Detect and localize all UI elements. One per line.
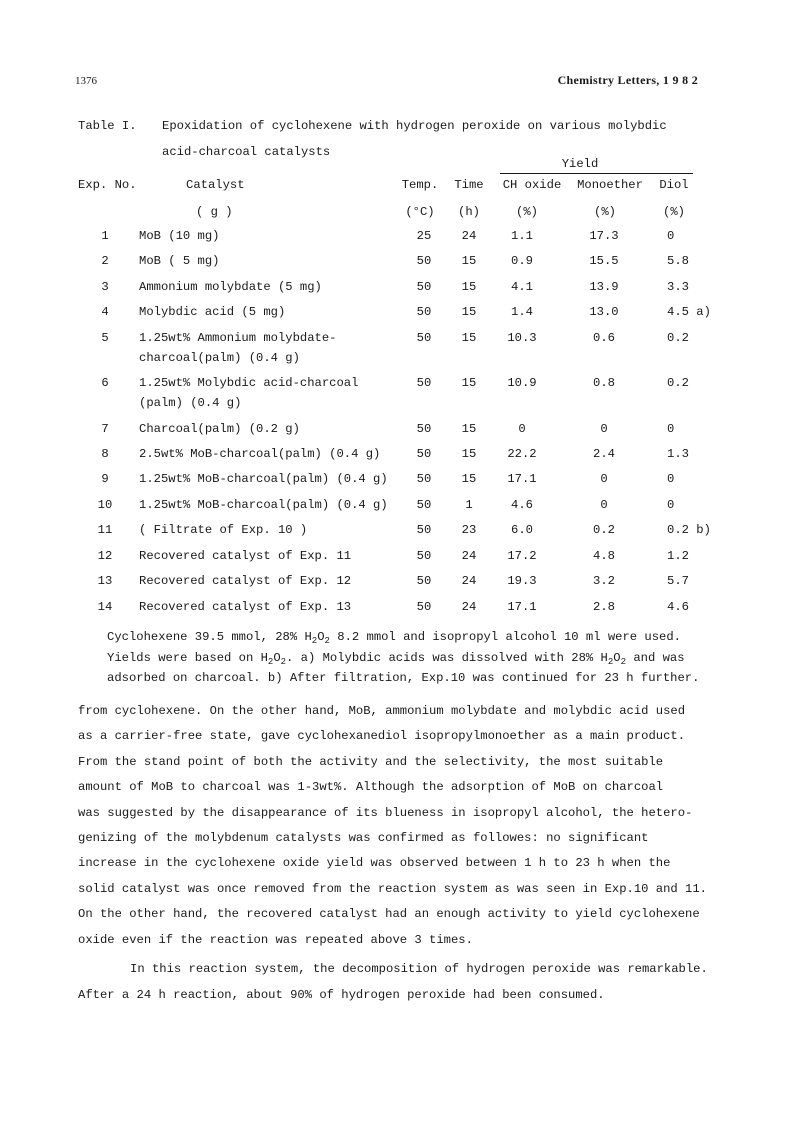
header-monoether: Monoether [577,178,643,192]
footnote-text: O [317,630,325,644]
footnote-text: Yields were based on H [107,651,268,665]
cell-monoether: 17.3 [589,229,619,243]
unit-catalyst: ( g ) [196,205,233,219]
cell-exp-no: 11 [97,523,113,537]
cell-exp-no: 8 [101,447,109,461]
cell-ch-oxide: 10.3 [507,331,537,345]
body-text-line: genizing of the molybdenum catalysts was confirmed as followes: no significant [78,831,649,845]
unit-temp: (°C) [405,205,435,219]
journal-header: Chemistry Letters, 1 9 8 2 [557,73,698,87]
subscript: 2 [280,657,287,667]
cell-temp: 50 [416,574,432,588]
header-ch-oxide: CH oxide [502,178,562,192]
table-caption-line2: acid-charcoal catalysts [162,145,331,159]
table-label: Table I. [78,119,137,133]
cell-monoether: 13.9 [589,280,619,294]
body-text-line: On the other hand, the recovered catalyst had an enough activity to yield cyclohexene [78,907,700,921]
cell-time: 15 [461,472,477,486]
cell-time: 15 [461,376,477,390]
cell-temp: 50 [416,280,432,294]
cell-temp: 50 [416,498,432,512]
cell-exp-no: 12 [97,549,113,563]
cell-catalyst-cont: (palm) (0.4 g) [139,396,242,410]
cell-ch-oxide: 1.4 [511,305,533,319]
subscript: 2 [620,657,626,667]
cell-monoether: 2.8 [593,600,615,614]
cell-ch-oxide: 4.6 [511,498,533,512]
cell-diol: 0 [667,422,675,436]
body-text-line: After a 24 h reaction, about 90% of hydrogen peroxide had been consumed. [78,988,605,1002]
cell-exp-no: 10 [97,498,113,512]
cell-monoether: 3.2 [593,574,615,588]
cell-diol: 4.5 a) [667,305,711,319]
cell-ch-oxide: 0 [518,422,526,436]
cell-diol: 0 [667,498,675,512]
cell-ch-oxide: 17.1 [507,600,537,614]
cell-ch-oxide: 4.1 [511,280,533,294]
body-text-line: From the stand point of both the activity and the selectivity, the most suitable [78,755,664,769]
cell-monoether: 15.5 [589,254,619,268]
cell-temp: 50 [416,422,432,436]
cell-time: 15 [461,254,477,268]
cell-temp: 50 [416,376,432,390]
cell-monoether: 0 [600,472,608,486]
cell-temp: 50 [416,254,432,268]
cell-diol: 0.2 [667,331,689,345]
cell-ch-oxide: 17.2 [507,549,537,563]
cell-monoether: 0.2 [593,523,615,537]
subscript: 2 [267,657,274,667]
cell-monoether: 0.8 [593,376,615,390]
cell-diol: 0.2 b) [667,523,711,537]
unit-monoether: (%) [594,205,616,219]
cell-monoether: 2.4 [593,447,615,461]
cell-temp: 25 [416,229,432,243]
footnote-text: O [613,651,621,665]
cell-diol: 5.8 [667,254,689,268]
cell-temp: 50 [416,523,432,537]
cell-temp: 50 [416,549,432,563]
table-footnote-line3: adsorbed on charcoal. b) After filtration, Exp.10 was continued for 23 h further. [107,671,700,685]
unit-ch-oxide: (%) [516,205,538,219]
cell-time: 1 [465,498,473,512]
cell-monoether: 13.0 [589,305,619,319]
cell-time: 23 [461,523,477,537]
cell-exp-no: 2 [101,254,109,268]
header-catalyst: Catalyst [186,178,245,192]
cell-monoether: 4.8 [593,549,615,563]
table-footnote-line2 [107,651,685,665]
footnote-text: 8.2 mmol and isopropyl alcohol 10 ml were used. [329,630,681,644]
body-text-line: was suggested by the disappearance of its blueness in isopropyl alcohol, the hetero- [78,806,693,820]
body-text-line: solid catalyst was once removed from the reaction system as was seen in Exp.10 and 11. [78,882,707,896]
cell-catalyst: Molybdic acid (5 mg) [139,305,286,319]
cell-catalyst: Charcoal(palm) (0.2 g) [139,422,300,436]
unit-time: (h) [458,205,480,219]
body-text-line: increase in the cyclohexene oxide yield was observed between 1 h to 23 h when the [78,856,671,870]
cell-catalyst: 2.5wt% MoB-charcoal(palm) (0.4 g) [139,447,381,461]
cell-exp-no: 9 [101,472,109,486]
body-text-line: amount of MoB to charcoal was 1-3wt%. Although the adsorption of MoB on charcoal [78,780,664,794]
footnote-text: . a) Molybdic acids was dissolved with 28% H [286,651,608,665]
footnote-text: Cyclohexene 39.5 mmol, 28% H [107,630,312,644]
footnote-text: O [273,651,281,665]
cell-ch-oxide: 0.9 [511,254,533,268]
subscript: 2 [324,636,330,646]
cell-exp-no: 13 [97,574,113,588]
cell-diol: 4.6 [667,600,689,614]
subscript: 2 [607,657,614,667]
cell-ch-oxide: 19.3 [507,574,537,588]
cell-temp: 50 [416,305,432,319]
cell-catalyst: 1.25wt% Ammonium molybdate- [139,331,337,345]
cell-ch-oxide: 10.9 [507,376,537,390]
cell-monoether: 0 [600,422,608,436]
cell-catalyst: Recovered catalyst of Exp. 12 [139,574,352,588]
cell-diol: 3.3 [667,280,689,294]
yield-rule [500,173,693,174]
cell-diol: 1.3 [667,447,689,461]
cell-time: 24 [461,600,477,614]
cell-time: 24 [461,574,477,588]
table-caption-line1: Epoxidation of cyclohexene with hydrogen peroxide on various molybdic [162,119,667,133]
cell-diol: 0 [667,229,675,243]
cell-catalyst-cont: charcoal(palm) (0.4 g) [139,351,300,365]
cell-catalyst: MoB (10 mg) [139,229,220,243]
cell-exp-no: 7 [101,422,109,436]
body-text-line: from cyclohexene. On the other hand, MoB, ammonium molybdate and molybdic acid used [78,704,686,718]
cell-diol: 5.7 [667,574,689,588]
cell-catalyst: Ammonium molybdate (5 mg) [139,280,322,294]
cell-exp-no: 3 [101,280,109,294]
cell-exp-no: 1 [101,229,109,243]
cell-ch-oxide: 1.1 [511,229,533,243]
cell-temp: 50 [416,600,432,614]
cell-time: 15 [461,305,477,319]
cell-time: 15 [461,447,477,461]
cell-catalyst: MoB ( 5 mg) [139,254,220,268]
cell-diol: 1.2 [667,549,689,563]
cell-monoether: 0.6 [593,331,615,345]
body-text-line: oxide even if the reaction was repeated above 3 times. [78,933,473,947]
cell-catalyst: ( Filtrate of Exp. 10 ) [139,523,308,537]
cell-monoether: 0 [600,498,608,512]
footnote-text: and was [626,651,685,665]
cell-ch-oxide: 22.2 [507,447,537,461]
cell-temp: 50 [416,331,432,345]
yield-group-header: Yield [561,157,599,171]
cell-catalyst: Recovered catalyst of Exp. 13 [139,600,352,614]
cell-catalyst: 1.25wt% MoB-charcoal(palm) (0.4 g) [139,498,388,512]
subscript: 2 [311,636,318,646]
page-number: 1376 [75,75,97,87]
cell-temp: 50 [416,447,432,461]
cell-catalyst: 1.25wt% Molybdic acid-charcoal [139,376,359,390]
table-footnote-line1 [107,630,681,644]
cell-exp-no: 5 [101,331,109,345]
header-temp: Temp. [401,178,439,192]
cell-time: 15 [461,280,477,294]
cell-exp-no: 6 [101,376,109,390]
cell-diol: 0.2 [667,376,689,390]
header-diol: Diol [659,178,689,192]
cell-temp: 50 [416,472,432,486]
cell-ch-oxide: 17.1 [507,472,537,486]
cell-time: 24 [461,229,477,243]
cell-exp-no: 4 [101,305,109,319]
cell-ch-oxide: 6.0 [511,523,533,537]
cell-time: 15 [461,422,477,436]
cell-catalyst: Recovered catalyst of Exp. 11 [139,549,352,563]
cell-exp-no: 14 [97,600,113,614]
unit-diol: (%) [663,205,685,219]
cell-time: 15 [461,331,477,345]
cell-catalyst: 1.25wt% MoB-charcoal(palm) (0.4 g) [139,472,388,486]
cell-diol: 0 [667,472,675,486]
body-text-line: In this reaction system, the decomposition of hydrogen peroxide was remarkable. [130,962,708,976]
header-exp-no: Exp. No. [78,178,137,192]
body-text-line: as a carrier-free state, gave cyclohexanediol isopropylmonoether as a main product. [78,729,686,743]
header-time: Time [454,178,484,192]
cell-time: 24 [461,549,477,563]
